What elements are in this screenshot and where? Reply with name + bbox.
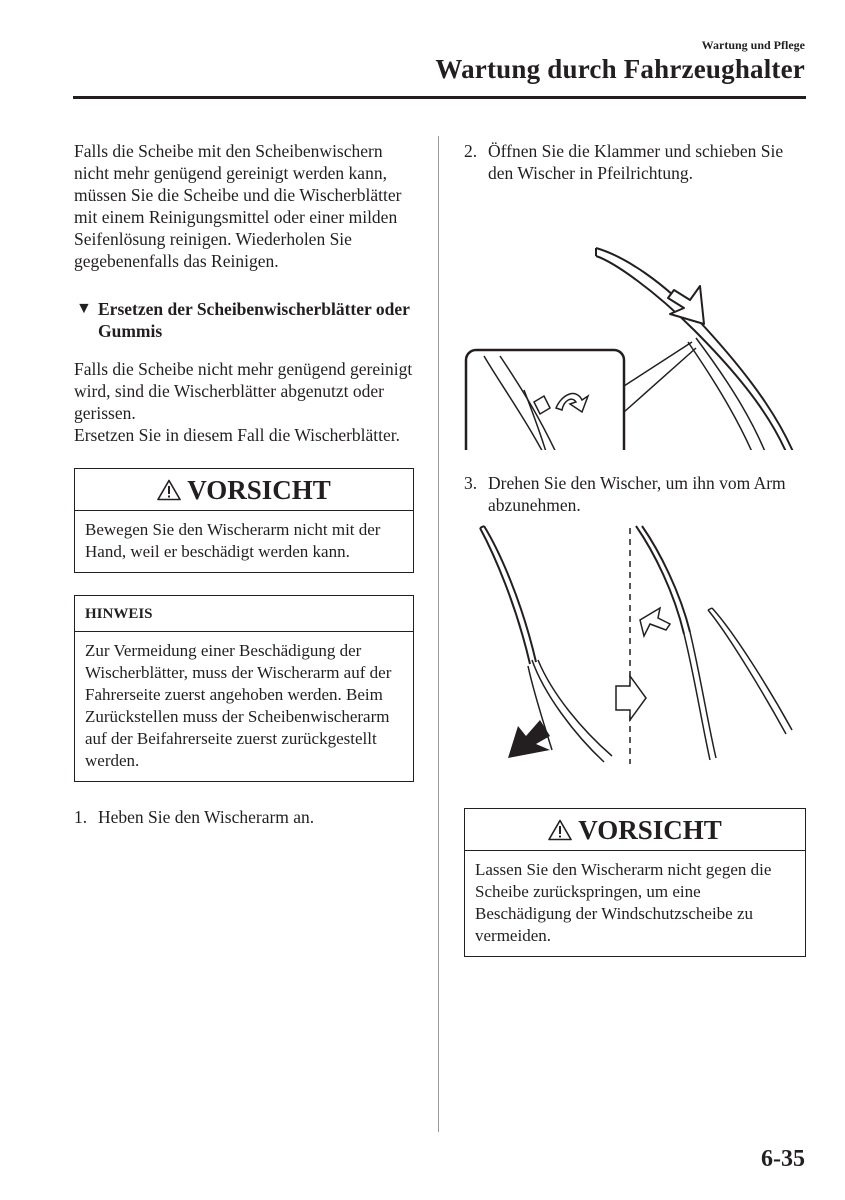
step-2-number: 2. (464, 141, 478, 161)
caution-box-1-title: VORSICHT (187, 475, 331, 505)
replace-paragraph-2: Ersetzen Sie in diesem Fall die Wischerblätter. (74, 425, 401, 445)
right-column (464, 140, 806, 957)
replace-paragraph: Falls die Scheibe nicht mehr genügend gereinigt wird, sind die Wischerblätter abgenutzt oder gerissen. (74, 359, 413, 423)
column-divider (438, 136, 439, 1132)
subheading-text: Ersetzen der Scheibenwischerblätter oder Gummis (98, 299, 410, 341)
caution-box-2-header (465, 809, 805, 851)
section-label: Wartung und Pflege (701, 38, 805, 52)
caution-box-2-title: VORSICHT (578, 815, 722, 845)
caution-box-2-text: Lassen Sie den Wischerarm nicht gegen die Scheibe zurückspringen, um eine Beschädigung der Windschutzscheibe zu vermeiden. (475, 860, 772, 945)
warning-triangle-icon (157, 479, 181, 501)
step-2 (464, 140, 806, 184)
slide-arrow-icon (668, 286, 704, 324)
subheading (74, 298, 414, 342)
step-1-number: 1. (74, 807, 88, 827)
step-1 (74, 806, 414, 828)
page-number: 6-35 (761, 1146, 805, 1172)
note-box-text: Zur Vermeidung einer Beschädigung der Wischerblätter, muss der Wischerarm auf der Fahrerseite zuerst angehoben werden. Beim Zurückstellen muss der Scheibenwischerarm auf der Beifahrerseite zuerst zurückgestellt werden. (85, 641, 392, 770)
next-step-arrow-icon (616, 676, 646, 720)
step-2-text: Öffnen Sie die Klammer und schieben Sie den Wischer in Pfeilrichtung. (488, 141, 784, 183)
caution-box-2 (464, 808, 806, 957)
left-column (74, 140, 414, 828)
triangle-marker-icon: ▼ (76, 300, 92, 317)
warning-triangle-icon (548, 819, 572, 841)
caution-box-1 (74, 468, 414, 573)
note-box-title: HINWEIS (75, 596, 413, 632)
note-box (74, 595, 414, 782)
title-rule (73, 96, 806, 99)
step-3-number: 3. (464, 473, 478, 493)
detach-arrow-icon (640, 608, 670, 636)
step-3 (464, 472, 806, 516)
caution-box-1-header (75, 469, 413, 511)
step-3-text: Drehen Sie den Wischer, um ihn vom Arm abzunehmen. (488, 473, 786, 515)
wiper-clip-illustration (464, 190, 806, 450)
wiper-removal-illustration (464, 524, 806, 784)
page-title: Wartung durch Fahrzeughalter (435, 54, 805, 84)
intro-paragraph: Falls die Scheibe mit den Scheibenwischern nicht mehr genügend gereinigt werden kann, müssen Sie die Scheibe und die Wischerblätter mit einem Reinigungsmittel oder einer milden Seifenlösung reinigen. Wiederholen Sie gegebenenfalls das Reinigen. (74, 141, 402, 271)
caution-box-1-text: Bewegen Sie den Wischerarm nicht mit der Hand, weil er beschädigt werden kann. (85, 520, 381, 561)
step-1-text: Heben Sie den Wischerarm an. (98, 807, 315, 827)
